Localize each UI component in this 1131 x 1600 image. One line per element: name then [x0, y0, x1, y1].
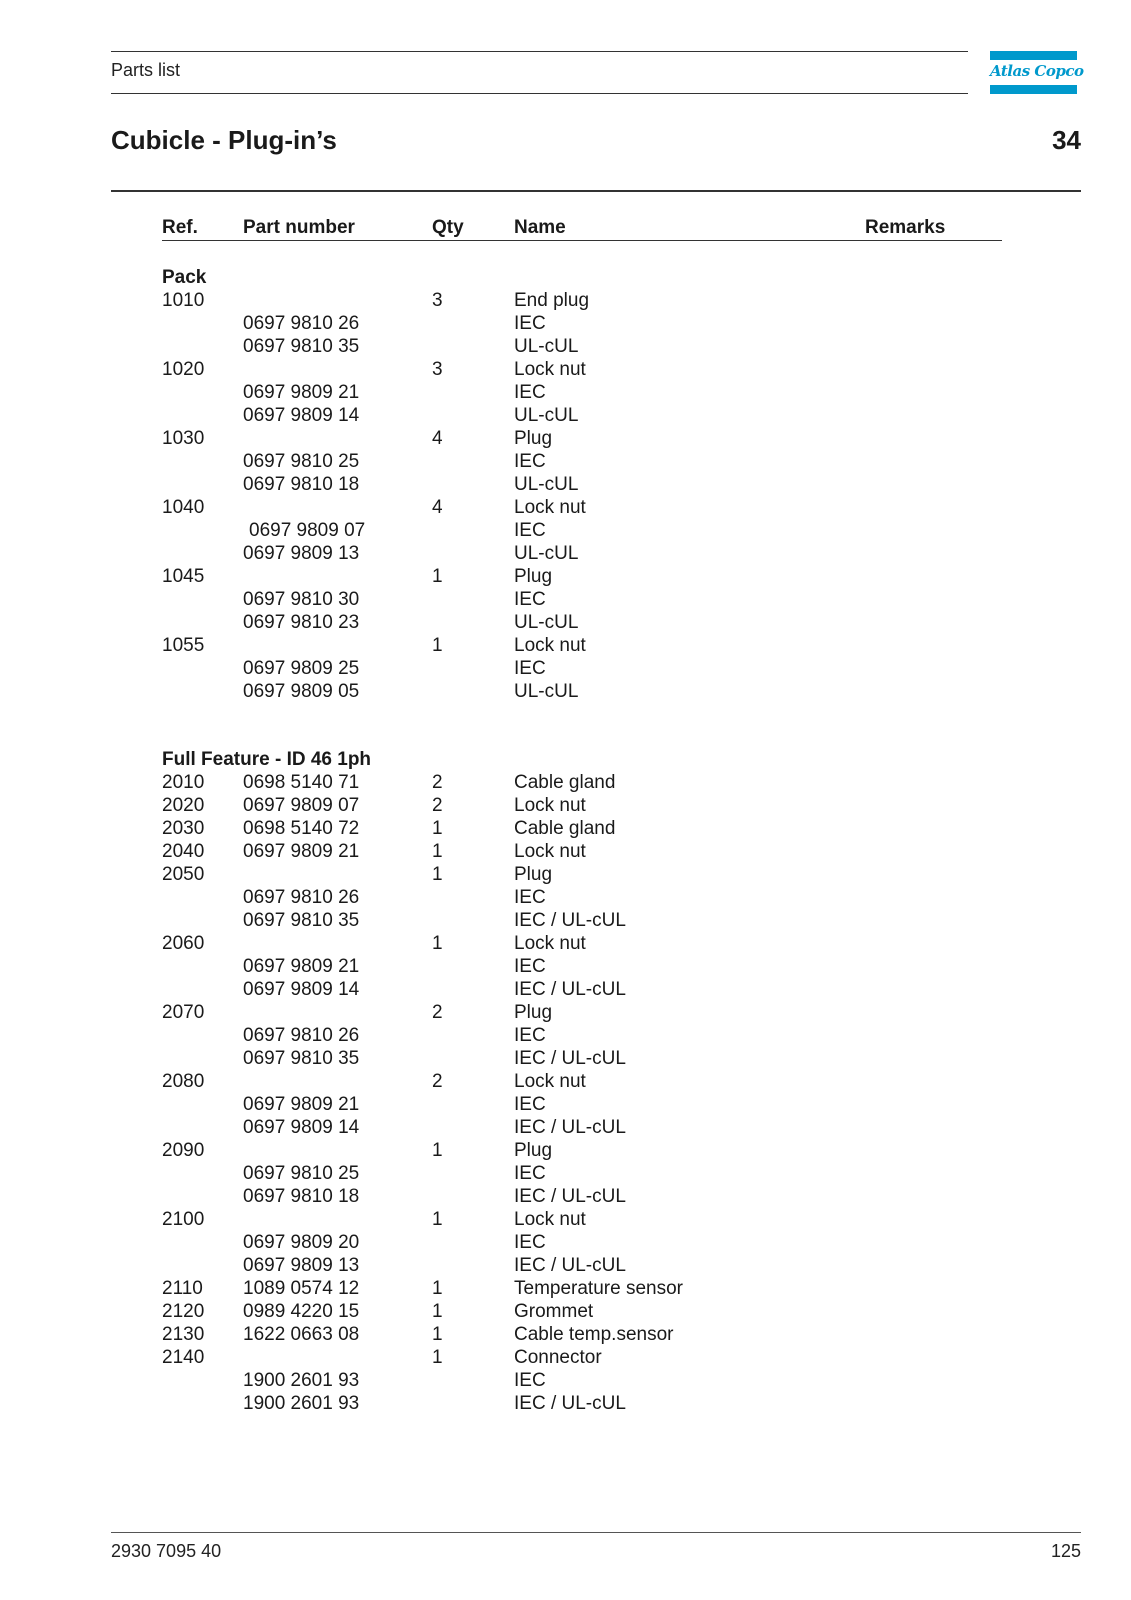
column-header-ref: Ref.: [162, 217, 198, 238]
part-number-cell: 0697 9809 07: [243, 795, 360, 816]
name-cell: Plug: [514, 1140, 553, 1161]
part-number-cell: 0697 9810 35: [243, 1048, 360, 1069]
part-number-cell: 0697 9809 14: [243, 405, 360, 426]
table-row: [0, 955, 1131, 978]
ref-cell: 2090: [162, 1140, 205, 1161]
name-cell: IEC / UL-cUL: [514, 1393, 626, 1414]
part-number-cell: 0697 9809 21: [243, 841, 360, 862]
table-row: [0, 886, 1131, 909]
ref-cell: 2020: [162, 795, 205, 816]
part-number-cell: 1089 0574 12: [243, 1278, 360, 1299]
qty-cell: 2: [432, 795, 443, 816]
name-cell: IEC: [514, 887, 546, 908]
part-number-cell: 0697 9809 14: [243, 979, 360, 1000]
table-row: [0, 1047, 1131, 1070]
part-number-cell: 0697 9809 07: [249, 520, 366, 541]
table-row: [0, 404, 1131, 427]
table-row: [0, 519, 1131, 542]
table-row: [0, 657, 1131, 680]
name-cell: Lock nut: [514, 1071, 586, 1092]
part-number-cell: 0697 9810 26: [243, 313, 360, 334]
qty-cell: 2: [432, 1071, 443, 1092]
part-number-cell: 0697 9810 30: [243, 589, 360, 610]
column-header-rule: [162, 240, 1002, 241]
ref-cell: 2130: [162, 1324, 205, 1345]
part-number-cell: 0697 9809 21: [243, 1094, 360, 1115]
part-number-cell: 0697 9809 21: [243, 956, 360, 977]
qty-cell: 1: [432, 1209, 443, 1230]
part-number-cell: 0698 5140 71: [243, 772, 360, 793]
name-cell: UL-cUL: [514, 612, 579, 633]
header-bottom-rule: [111, 93, 968, 94]
table-row: [0, 1346, 1131, 1369]
qty-cell: 1: [432, 566, 443, 587]
ref-cell: 2030: [162, 818, 205, 839]
table-row: [0, 611, 1131, 634]
part-number-cell: 1622 0663 08: [243, 1324, 360, 1345]
name-cell: Lock nut: [514, 933, 586, 954]
name-cell: Lock nut: [514, 795, 586, 816]
table-row: [0, 909, 1131, 932]
table-row: [0, 1070, 1131, 1093]
qty-cell: 1: [432, 635, 443, 656]
part-number-cell: 0697 9809 13: [243, 1255, 360, 1276]
part-number-cell: 0697 9809 05: [243, 681, 360, 702]
section-gap: [0, 703, 1131, 748]
table-row: [0, 1369, 1131, 1392]
page-title: Cubicle - Plug-in’s: [111, 125, 337, 155]
column-header-remarks: Remarks: [865, 217, 946, 238]
table-row: [0, 978, 1131, 1001]
name-cell: End plug: [514, 290, 590, 311]
name-cell: IEC: [514, 451, 546, 472]
name-cell: IEC: [514, 382, 546, 403]
qty-cell: 1: [432, 1347, 443, 1368]
table-row: [0, 863, 1131, 886]
table-row: [0, 1185, 1131, 1208]
ref-cell: 2110: [162, 1278, 203, 1299]
ref-cell: 2100: [162, 1209, 205, 1230]
name-cell: UL-cUL: [514, 474, 579, 495]
footer-rule: [111, 1532, 1081, 1533]
qty-cell: 1: [432, 818, 443, 839]
table-row: [0, 1392, 1131, 1415]
name-cell: IEC: [514, 313, 546, 334]
table-row: [0, 1323, 1131, 1346]
name-cell: IEC / UL-cUL: [514, 1117, 626, 1138]
table-row: [0, 381, 1131, 404]
ref-cell: 2040: [162, 841, 205, 862]
name-cell: Connector: [514, 1347, 602, 1368]
name-cell: UL-cUL: [514, 336, 579, 357]
table-row: [0, 1277, 1131, 1300]
document-number: 2930 7095 40: [111, 1541, 222, 1561]
ref-cell: 1040: [162, 497, 205, 518]
table-row: [0, 1300, 1131, 1323]
part-number-cell: 1900 2601 93: [243, 1370, 360, 1391]
name-cell: Lock nut: [514, 841, 586, 862]
parts-table: [0, 266, 1131, 1415]
name-cell: UL-cUL: [514, 405, 579, 426]
part-number-cell: 0697 9810 26: [243, 887, 360, 908]
ref-cell: 1010: [162, 290, 205, 311]
table-row: [0, 565, 1131, 588]
ref-cell: 2080: [162, 1071, 205, 1092]
table-row: [0, 289, 1131, 312]
section-heading: [0, 266, 1131, 289]
qty-cell: 4: [432, 428, 443, 449]
part-number-cell: 0697 9810 18: [243, 474, 360, 495]
part-number-cell: 0697 9810 18: [243, 1186, 360, 1207]
name-cell: IEC / UL-cUL: [514, 1255, 626, 1276]
logo-bottom-bar: [990, 85, 1077, 94]
table-row: [0, 794, 1131, 817]
name-cell: Lock nut: [514, 359, 586, 380]
name-cell: UL-cUL: [514, 543, 579, 564]
name-cell: IEC: [514, 1370, 546, 1391]
name-cell: Lock nut: [514, 635, 586, 656]
title-rule: [111, 190, 1081, 192]
name-cell: IEC: [514, 1232, 546, 1253]
part-number-cell: 1900 2601 93: [243, 1393, 360, 1414]
name-cell: Temperature sensor: [514, 1278, 683, 1299]
qty-cell: 4: [432, 497, 443, 518]
part-number-cell: 0698 5140 72: [243, 818, 360, 839]
part-number-cell: 0697 9809 25: [243, 658, 360, 679]
section-number: 34: [1052, 125, 1081, 155]
table-row: [0, 1208, 1131, 1231]
ref-cell: 1045: [162, 566, 205, 587]
name-cell: Cable temp.sensor: [514, 1324, 674, 1345]
ref-cell: 2060: [162, 933, 205, 954]
table-row: [0, 817, 1131, 840]
table-row: [0, 1162, 1131, 1185]
column-header-name: Name: [514, 217, 566, 238]
name-cell: Cable gland: [514, 772, 616, 793]
qty-cell: 1: [432, 933, 443, 954]
name-cell: IEC: [514, 1163, 546, 1184]
name-cell: Grommet: [514, 1301, 594, 1322]
name-cell: IEC: [514, 1094, 546, 1115]
part-number-cell: 0697 9810 35: [243, 910, 360, 931]
qty-cell: 3: [432, 359, 443, 380]
logo-top-bar: [990, 51, 1077, 60]
table-row: [0, 312, 1131, 335]
name-cell: IEC / UL-cUL: [514, 979, 626, 1000]
logo-text: Atlas Copco: [990, 62, 1084, 80]
page-number: 125: [1050, 1541, 1081, 1561]
name-cell: IEC / UL-cUL: [514, 1048, 626, 1069]
table-row: [0, 542, 1131, 565]
table-row: [0, 496, 1131, 519]
table-row: [0, 932, 1131, 955]
ref-cell: 2070: [162, 1002, 205, 1023]
name-cell: UL-cUL: [514, 681, 579, 702]
table-row: [0, 450, 1131, 473]
qty-cell: 3: [432, 290, 443, 311]
qty-cell: 1: [432, 864, 443, 885]
name-cell: Plug: [514, 566, 553, 587]
ref-cell: 2050: [162, 864, 205, 885]
name-cell: IEC: [514, 520, 546, 541]
part-number-cell: 0697 9809 14: [243, 1117, 360, 1138]
table-row: [0, 840, 1131, 863]
section-title: Full Feature - ID 46 1ph: [162, 749, 372, 770]
qty-cell: 1: [432, 1278, 443, 1299]
section-heading: [0, 748, 1131, 771]
part-number-cell: 0697 9810 23: [243, 612, 360, 633]
column-header-part-number: Part number: [243, 217, 355, 238]
name-cell: Lock nut: [514, 497, 586, 518]
part-number-cell: 0697 9810 25: [243, 1163, 360, 1184]
qty-cell: 2: [432, 1002, 443, 1023]
ref-cell: 1030: [162, 428, 205, 449]
part-number-cell: 0697 9809 21: [243, 382, 360, 403]
part-number-cell: 0697 9809 13: [243, 543, 360, 564]
ref-cell: 1055: [162, 635, 205, 656]
ref-cell: 2010: [162, 772, 205, 793]
table-row: [0, 771, 1131, 794]
table-row: [0, 1231, 1131, 1254]
table-row: [0, 1001, 1131, 1024]
part-number-cell: 0989 4220 15: [243, 1301, 360, 1322]
table-row: [0, 427, 1131, 450]
qty-cell: 1: [432, 841, 443, 862]
table-row: [0, 335, 1131, 358]
table-row: [0, 680, 1131, 703]
table-row: [0, 1254, 1131, 1277]
table-row: [0, 358, 1131, 381]
table-row: [0, 473, 1131, 496]
section-title: Pack: [162, 267, 207, 288]
name-cell: IEC / UL-cUL: [514, 910, 626, 931]
name-cell: IEC: [514, 589, 546, 610]
qty-cell: 2: [432, 772, 443, 793]
header-title: Parts list: [111, 60, 181, 80]
name-cell: Plug: [514, 1002, 553, 1023]
part-number-cell: 0697 9810 35: [243, 336, 360, 357]
name-cell: Plug: [514, 428, 553, 449]
part-number-cell: 0697 9810 26: [243, 1025, 360, 1046]
name-cell: IEC: [514, 956, 546, 977]
name-cell: Cable gland: [514, 818, 616, 839]
table-row: [0, 1093, 1131, 1116]
ref-cell: 2120: [162, 1301, 205, 1322]
table-row: [0, 588, 1131, 611]
atlas-copco-logo: [990, 51, 1084, 94]
part-number-cell: 0697 9810 25: [243, 451, 360, 472]
table-row: [0, 1024, 1131, 1047]
table-row: [0, 634, 1131, 657]
qty-cell: 1: [432, 1301, 443, 1322]
table-row: [0, 1116, 1131, 1139]
qty-cell: 1: [432, 1324, 443, 1345]
name-cell: Plug: [514, 864, 553, 885]
name-cell: IEC: [514, 658, 546, 679]
ref-cell: 2140: [162, 1347, 205, 1368]
qty-cell: 1: [432, 1140, 443, 1161]
table-row: [0, 1139, 1131, 1162]
column-header-qty: Qty: [432, 217, 464, 238]
name-cell: IEC: [514, 1025, 546, 1046]
part-number-cell: 0697 9809 20: [243, 1232, 360, 1253]
header-top-rule: [111, 51, 968, 52]
name-cell: Lock nut: [514, 1209, 586, 1230]
name-cell: IEC / UL-cUL: [514, 1186, 626, 1207]
ref-cell: 1020: [162, 359, 205, 380]
